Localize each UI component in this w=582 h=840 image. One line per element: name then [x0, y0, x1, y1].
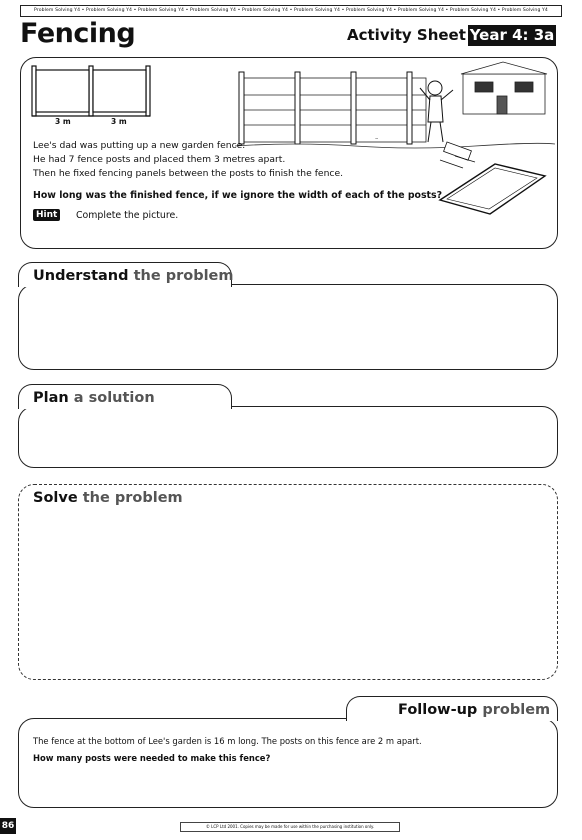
- diagram-label-right: 3 m: [111, 117, 127, 126]
- understand-heading-bold: Understand: [33, 268, 129, 284]
- activity-sheet-label: Activity Sheet: [347, 26, 466, 44]
- header-strip: Problem Solving Y4 • Problem Solving Y4 • Problem Solving Y4 • Problem Solving Y4 • Problem Solving Y4 • Problem Solving Y4 • Problem Solving Y4 • Problem Solving Y4 • Problem Solving Y4 • Problem Solving Y4: [20, 5, 562, 17]
- diagram-label-left: 3 m: [55, 117, 71, 126]
- fence-panel: [36, 70, 89, 112]
- solve-heading-light: the problem: [82, 490, 183, 506]
- plan-heading-bold: Plan: [33, 390, 69, 406]
- understand-answer-box[interactable]: [18, 284, 558, 370]
- fence-panel: [93, 70, 146, 112]
- page-title: Fencing: [20, 18, 136, 49]
- svg-text:~: ~: [375, 136, 379, 141]
- copyright-note: © LCP Ltd 2001. Copies may be made for use within the purchasing institution only.: [180, 822, 400, 832]
- followup-box: [18, 718, 558, 808]
- solve-heading-bold: Solve: [33, 490, 78, 506]
- hint-text: Complete the picture.: [76, 210, 179, 221]
- plan-heading: [33, 390, 155, 406]
- understand-heading: [33, 268, 234, 284]
- followup-heading-bold: Follow-up: [398, 702, 478, 718]
- fence-diagram: [30, 63, 155, 133]
- intro-line: He had 7 fence posts and placed them 3 metres apart.: [33, 154, 286, 166]
- solve-heading: [33, 490, 183, 506]
- page-number: 86: [0, 818, 16, 834]
- fence-post: [146, 66, 150, 116]
- solve-answer-box[interactable]: [18, 484, 558, 680]
- intro-line: Then he fixed fencing panels between the posts to finish the fence.: [33, 168, 344, 180]
- followup-question: How many posts were needed to make this fence?: [33, 753, 271, 763]
- hint-badge: Hint: [33, 209, 60, 221]
- intro-paragraph: [33, 139, 453, 182]
- plan-answer-box[interactable]: [18, 406, 558, 468]
- followup-statement: The fence at the bottom of Lee's garden is 16 m long. The posts on this fence are 2 m apart.: [33, 736, 422, 746]
- year-badge: Year 4: 3a: [469, 26, 555, 44]
- followup-heading-light: problem: [482, 702, 551, 718]
- intro-line: Lee's dad was putting up a new garden fence.: [33, 140, 246, 151]
- understand-heading-light: the problem: [133, 268, 234, 284]
- plan-heading-light: a solution: [73, 390, 155, 406]
- followup-heading: [398, 702, 550, 718]
- main-question: How long was the finished fence, if we ignore the width of each of the posts?: [33, 190, 443, 201]
